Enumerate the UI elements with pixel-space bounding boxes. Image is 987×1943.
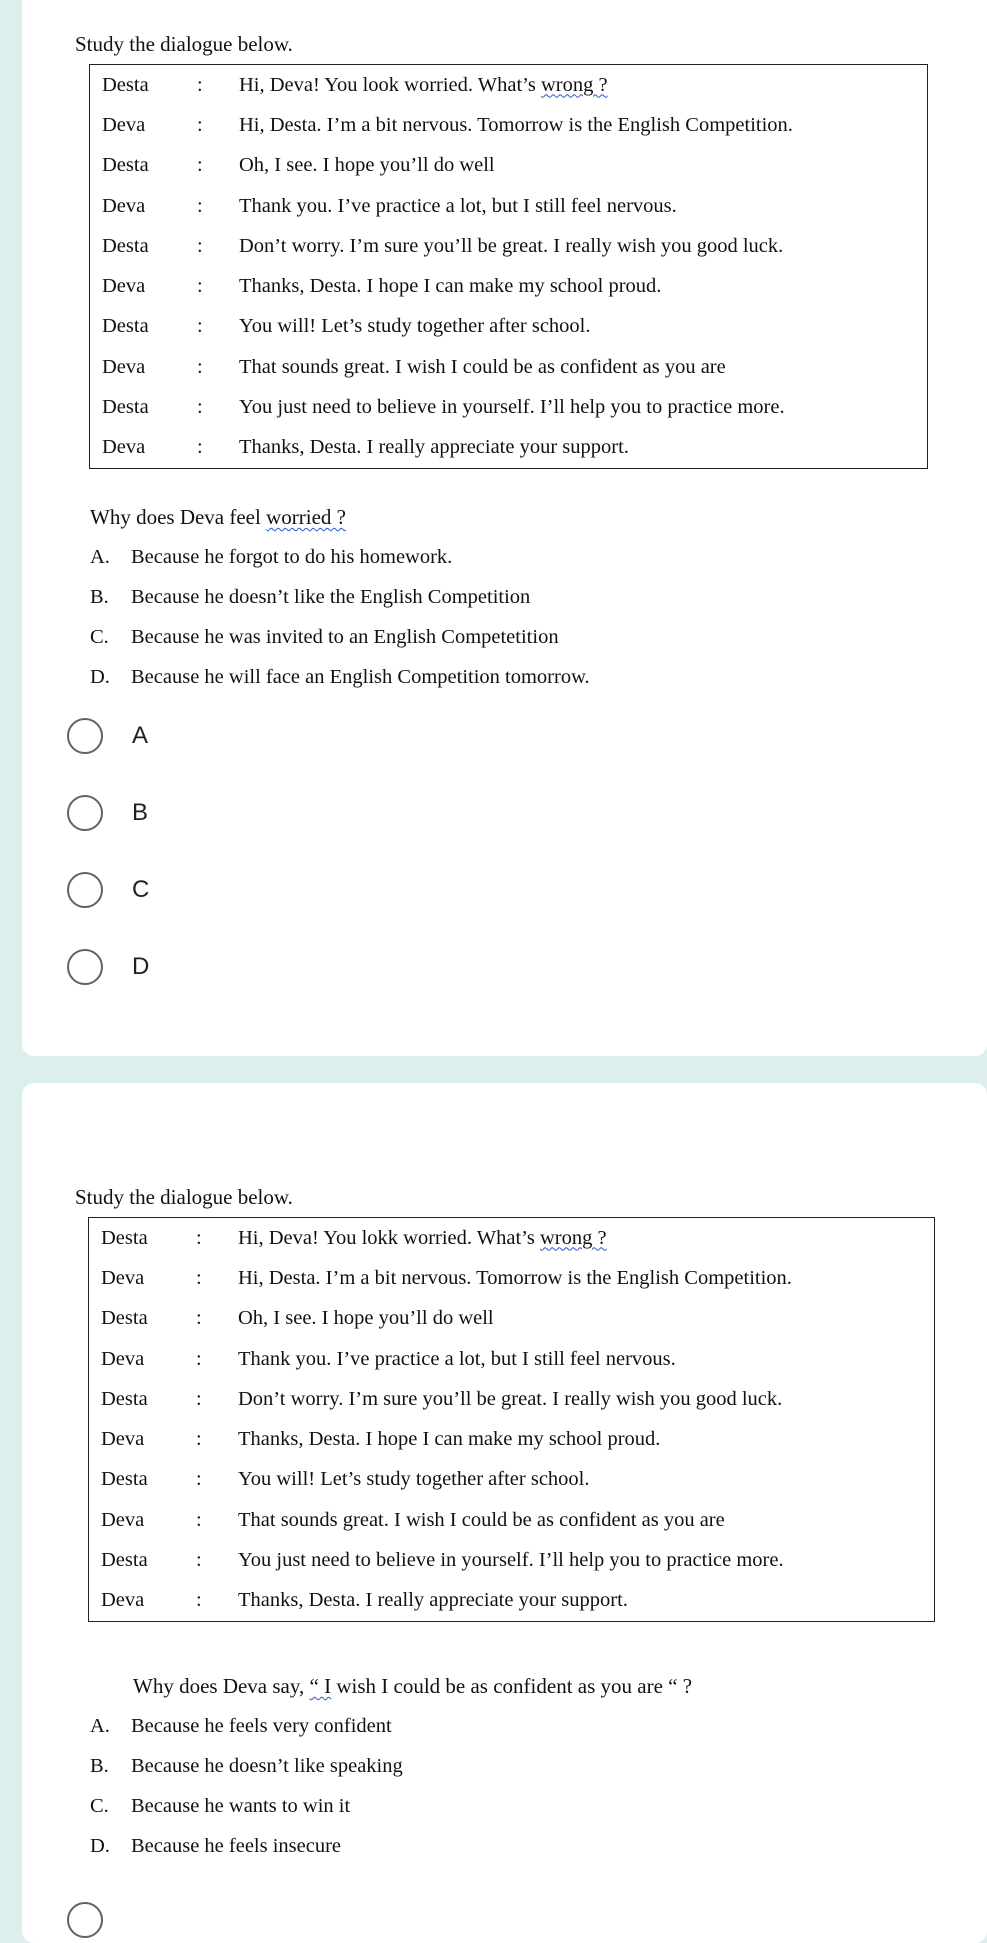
dialogue-row (89, 1379, 935, 1419)
radio-label[interactable]: C (132, 876, 150, 903)
answer-choice (55, 617, 955, 657)
dialogue-line-text: Thanks, Desta. I really appreciate your support. (238, 1589, 628, 1612)
speaker-name: Desta (101, 1468, 148, 1491)
dialogue-line-text: Oh, I see. I hope you’ll do well (239, 154, 495, 177)
choice-text: Because he feels very confident (131, 1714, 392, 1737)
speaker-name: Deva (102, 355, 146, 378)
dialogue-line (238, 1581, 935, 1622)
colon-separator: : (196, 1428, 202, 1451)
choice-letter: B. (90, 1754, 109, 1777)
colon-separator: : (196, 1549, 202, 1572)
choice-letter: A. (90, 1714, 110, 1737)
radio-label[interactable]: D (132, 953, 150, 980)
colon-separator: : (196, 1387, 202, 1410)
colon-separator: : (196, 1266, 202, 1289)
choice-text: Because he doesn’t like the English Competition (131, 585, 531, 608)
speaker-name: Desta (101, 1307, 148, 1330)
choice-text: Because he will face an English Competition tomorrow. (131, 665, 590, 688)
question-text (55, 497, 955, 537)
speaker-name: Deva (101, 1508, 145, 1531)
speaker-name: Desta (102, 396, 149, 419)
radio-button[interactable] (67, 795, 103, 831)
dialogue-row (89, 1540, 935, 1580)
choice-text: Because he forgot to do his homework. (131, 545, 453, 568)
dialogue-row (90, 347, 928, 387)
colon-separator: : (197, 234, 203, 257)
dialogue-underlined-text: wrong ? (539, 1226, 607, 1249)
answer-choices (55, 537, 955, 697)
speaker-name: Desta (102, 234, 149, 257)
radio-option-c[interactable] (67, 872, 149, 949)
radio-option-d[interactable] (67, 949, 149, 1026)
dialogue-row (90, 65, 928, 106)
radio-button[interactable] (67, 949, 103, 985)
radio-option-b[interactable] (67, 795, 149, 872)
dialogue-line (239, 387, 928, 427)
dialogue-line (238, 1460, 935, 1500)
dialogue-row (89, 1218, 935, 1259)
answer-choice (55, 1706, 955, 1746)
speaker-name: Desta (102, 315, 149, 338)
dialogue-line (238, 1379, 935, 1419)
colon-separator: : (196, 1226, 202, 1249)
dialogue-line-text: Thanks, Desta. I hope I can make my school proud. (238, 1428, 661, 1451)
answer-choices (55, 1706, 955, 1866)
dialogue-line (239, 347, 928, 387)
question-text-underlined: “ I (309, 1673, 332, 1698)
answer-choice (55, 1746, 955, 1786)
radio-button[interactable] (67, 872, 103, 908)
dialogue-row (89, 1339, 935, 1379)
colon-separator: : (196, 1347, 202, 1370)
dialogue-line-text: Thank you. I’ve practice a lot, but I still feel nervous. (238, 1347, 676, 1370)
dialogue-row (90, 105, 928, 145)
dialogue-row (90, 186, 928, 226)
dialogue-line-text: You will! Let’s study together after school. (239, 315, 591, 338)
question-1-image (55, 32, 955, 697)
colon-separator: : (196, 1468, 202, 1491)
speaker-name: Desta (101, 1226, 148, 1249)
dialogue-intro: Study the dialogue below. (75, 1185, 293, 1209)
dialogue-line (239, 307, 928, 347)
dialogue-line (238, 1540, 935, 1580)
dialogue-line-text: You just need to believe in yourself. I’ll help you to practice more. (238, 1549, 784, 1572)
question-text-tail: wish I could be as confident as you are “ ? (331, 1673, 693, 1698)
dialogue-table (88, 1217, 935, 1622)
dialogue-line-text: Don’t worry. I’m sure you’ll be great. I really wish you good luck. (239, 234, 784, 257)
choice-letter: C. (90, 1794, 109, 1817)
dialogue-line-text: Thank you. I’ve practice a lot, but I still feel nervous. (239, 194, 677, 217)
question-text-main: Why does Deva say, (133, 1673, 310, 1698)
dialogue-row (89, 1500, 935, 1540)
dialogue-row (90, 428, 928, 469)
choice-letter: D. (90, 665, 110, 688)
colon-separator: : (197, 113, 203, 136)
speaker-name: Deva (102, 275, 146, 298)
dialogue-row (90, 307, 928, 347)
choice-letter: D. (90, 1834, 110, 1857)
dialogue-row (89, 1419, 935, 1459)
radio-group (67, 718, 149, 1026)
radio-option[interactable] (67, 1902, 103, 1938)
dialogue-table (89, 64, 928, 469)
choice-text: Because he wants to win it (131, 1794, 351, 1817)
dialogue-row (90, 387, 928, 427)
dialogue-row (90, 146, 928, 186)
radio-label[interactable]: B (132, 799, 149, 826)
speaker-name: Deva (101, 1266, 145, 1289)
radio-option-a[interactable] (67, 718, 149, 795)
dialogue-line-text: That sounds great. I wish I could be as confident as you are (239, 355, 726, 378)
choice-letter: B. (90, 585, 109, 608)
speaker-name: Deva (101, 1428, 145, 1451)
colon-separator: : (197, 355, 203, 378)
answer-choice (55, 577, 955, 617)
speaker-name: Deva (102, 436, 146, 459)
speaker-name: Desta (101, 1387, 148, 1410)
answer-choice (55, 1826, 955, 1866)
dialogue-underlined-text: wrong ? (540, 73, 608, 96)
dialogue-line (238, 1218, 935, 1259)
speaker-name: Deva (101, 1589, 145, 1612)
radio-button[interactable] (67, 718, 103, 754)
speaker-name: Deva (102, 113, 146, 136)
dialogue-line-text: Hi, Desta. I’m a bit nervous. Tomorrow is the English Competition. (238, 1266, 792, 1289)
question-text-underlined: worried ? (266, 504, 346, 529)
colon-separator: : (197, 396, 203, 419)
colon-separator: : (197, 73, 203, 96)
colon-separator: : (196, 1307, 202, 1330)
dialogue-line (239, 65, 928, 106)
colon-separator: : (196, 1508, 202, 1531)
dialogue-row (89, 1581, 935, 1622)
radio-label[interactable]: A (132, 722, 149, 749)
dialogue-line-text: Don’t worry. I’m sure you’ll be great. I really wish you good luck. (238, 1387, 783, 1410)
dialogue-line-text: That sounds great. I wish I could be as confident as you are (238, 1508, 725, 1531)
dialogue-line (238, 1299, 935, 1339)
speaker-name: Desta (101, 1549, 148, 1572)
dialogue-line-text: Thanks, Desta. I hope I can make my school proud. (239, 275, 662, 298)
dialogue-line (239, 186, 928, 226)
choice-text: Because he was invited to an English Competetition (131, 625, 559, 648)
dialogue-row (90, 266, 928, 306)
question-text (55, 1666, 955, 1706)
dialogue-row (90, 226, 928, 266)
dialogue-line (239, 266, 928, 306)
speaker-name: Deva (101, 1347, 145, 1370)
speaker-name: Deva (102, 194, 146, 217)
colon-separator: : (197, 154, 203, 177)
dialogue-row (89, 1460, 935, 1500)
choice-letter: C. (90, 625, 109, 648)
answer-choice (55, 1786, 955, 1826)
dialogue-row (89, 1258, 935, 1298)
speaker-name: Desta (102, 73, 149, 96)
speaker-name: Desta (102, 154, 149, 177)
colon-separator: : (197, 275, 203, 298)
dialogue-line (239, 428, 928, 469)
choice-text: Because he doesn’t like speaking (131, 1754, 403, 1777)
dialogue-line (238, 1500, 935, 1540)
dialogue-line-text: Thanks, Desta. I really appreciate your support. (239, 436, 629, 459)
dialogue-line (239, 105, 928, 145)
dialogue-line-text: Oh, I see. I hope you’ll do well (238, 1307, 494, 1330)
question-text-main: Why does Deva feel (90, 504, 267, 529)
colon-separator: : (197, 194, 203, 217)
question-2-image (55, 1185, 955, 1866)
dialogue-line (238, 1258, 935, 1298)
dialogue-row (89, 1299, 935, 1339)
answer-choice (55, 537, 955, 577)
dialogue-intro: Study the dialogue below. (75, 32, 293, 56)
dialogue-line-text: Hi, Deva! You look worried. What’s (239, 73, 541, 96)
colon-separator: : (197, 315, 203, 338)
dialogue-line-text: Hi, Desta. I’m a bit nervous. Tomorrow is the English Competition. (239, 113, 793, 136)
dialogue-line (239, 226, 928, 266)
dialogue-line-text: You just need to believe in yourself. I’ll help you to practice more. (239, 396, 785, 419)
dialogue-line (238, 1419, 935, 1459)
colon-separator: : (197, 436, 203, 459)
choice-letter: A. (90, 545, 110, 568)
choice-text: Because he feels insecure (131, 1834, 342, 1857)
dialogue-line-text: You will! Let’s study together after school. (238, 1468, 590, 1491)
dialogue-line (238, 1339, 935, 1379)
colon-separator: : (196, 1589, 202, 1612)
answer-choice (55, 657, 955, 697)
dialogue-line-text: Hi, Deva! You lokk worried. What’s (238, 1226, 540, 1249)
dialogue-line (239, 146, 928, 186)
